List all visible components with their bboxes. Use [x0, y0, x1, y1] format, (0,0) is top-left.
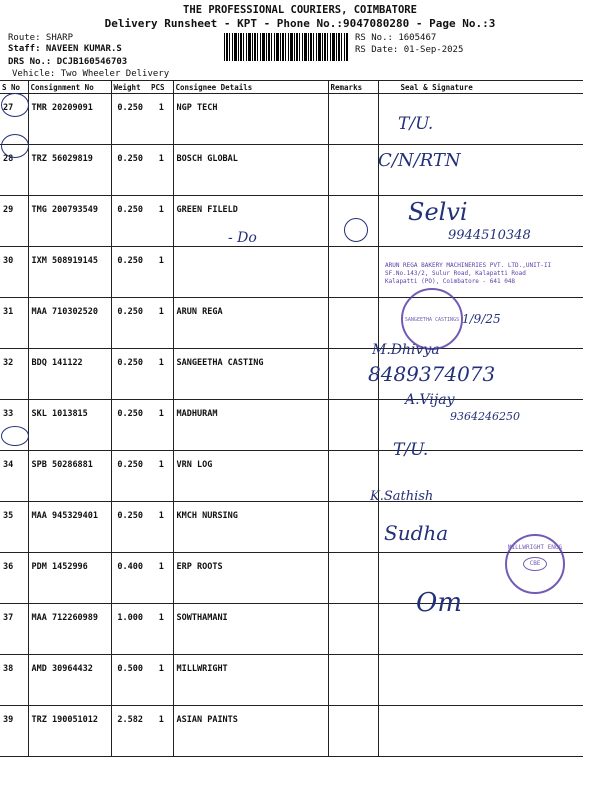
row-sno: 27: [0, 94, 28, 145]
row-consignee: MADHURAM: [173, 400, 328, 451]
stamp-line: SF.No.143/2, Sulur Road, Kalapatti Road: [385, 270, 526, 277]
staff-label: Staff: NAVEEN KUMAR.S: [8, 44, 122, 54]
row-pcs: 1: [149, 400, 173, 451]
vehicle-label: Vehicle: Two Wheeler Delivery: [12, 69, 170, 79]
handwritten-signature: Om: [416, 588, 462, 618]
remark-circle-mark: [344, 218, 368, 242]
row-consignment: SPB 50286881: [28, 451, 111, 502]
table-row: [0, 94, 583, 145]
route-label: Route: SHARP: [8, 33, 74, 43]
col-header-consignee: Consignee Details: [173, 81, 328, 94]
row-consignment: MAA 945329401: [28, 502, 111, 553]
row-pcs: 1: [149, 655, 173, 706]
row-consignee: VRN LOG: [173, 451, 328, 502]
row-consignee: MILLWRIGHT: [173, 655, 328, 706]
round-seal-stamp: [401, 288, 463, 350]
row-consignee: SOWTHAMANI: [173, 604, 328, 655]
handwritten-tu: T/U.: [398, 114, 434, 134]
row-sno: 35: [0, 502, 28, 553]
row-pcs: 1: [149, 196, 173, 247]
table-row: [0, 349, 583, 400]
company-stamp: [385, 262, 585, 286]
row-sno: 33: [0, 400, 28, 451]
row-weight: 0.250: [111, 196, 149, 247]
stamp-line: Kalapatti (PO), Coimbatore - 641 048: [385, 278, 516, 285]
row-weight: 0.250: [111, 94, 149, 145]
sno-circle-mark: [1, 93, 29, 117]
row-sno: 34: [0, 451, 28, 502]
table-row: [0, 400, 583, 451]
row-pcs: 1: [149, 451, 173, 502]
row-pcs: 1: [149, 298, 173, 349]
company-name: THE PROFESSIONAL COURIERS, COIMBATORE: [183, 4, 417, 16]
col-header-remarks: Remarks: [328, 81, 378, 94]
handwritten-name: M.Dhivya: [372, 342, 440, 358]
col-header-sno: S No: [0, 81, 28, 94]
rs-date: RS Date: 01-Sep-2025: [355, 45, 464, 55]
row-pcs: 1: [149, 604, 173, 655]
table-row: [0, 655, 583, 706]
handwritten-phone: 9364246250: [450, 410, 520, 423]
row-signature: [378, 706, 583, 757]
table-row: [0, 553, 583, 604]
row-consignment: BDQ 141122: [28, 349, 111, 400]
handwritten-name: A.Vijay: [405, 392, 455, 408]
table-row: [0, 502, 583, 553]
row-consignment: SKL 1013815: [28, 400, 111, 451]
row-weight: 0.250: [111, 247, 149, 298]
row-remarks: [328, 604, 378, 655]
col-header-consignment: Consignment No: [28, 81, 111, 94]
col-header-weight: Weight: [111, 81, 149, 94]
barcode-image: [224, 33, 348, 61]
handwritten-ditto: - Do: [228, 230, 257, 246]
row-weight: 0.250: [111, 349, 149, 400]
row-weight: 0.250: [111, 451, 149, 502]
row-remarks: [328, 706, 378, 757]
row-sno: 28: [0, 145, 28, 196]
row-signature: [378, 604, 583, 655]
handwritten-phone: 9944510348: [448, 228, 531, 243]
stamp-line: ARUN REGA BAKERY MACHINERIES PVT. LTD.,UNIT-II: [385, 262, 552, 269]
handwritten-cn-rtn: C/N/RTN: [378, 150, 461, 171]
table-row: [0, 604, 583, 655]
row-pcs: 1: [149, 553, 173, 604]
row-consignment: IXM 508919145: [28, 247, 111, 298]
seal-text: SANGEETHA CASTINGS: [404, 317, 460, 323]
row-pcs: 1: [149, 145, 173, 196]
row-consignment: PDM 1452996: [28, 553, 111, 604]
handwritten-signature: Selvi: [408, 198, 468, 226]
row-remarks: [328, 247, 378, 298]
row-remarks: [328, 655, 378, 706]
row-remarks: [328, 553, 378, 604]
row-weight: 0.250: [111, 298, 149, 349]
table-row: [0, 145, 583, 196]
table-row: [0, 706, 583, 757]
row-consignee: ASIAN PAINTS: [173, 706, 328, 757]
row-consignment: TMG 200793549: [28, 196, 111, 247]
runsheet-title: Delivery Runsheet - KPT - Phone No.:9047080280 - Page No.:3: [104, 17, 496, 30]
row-weight: 2.582: [111, 706, 149, 757]
row-sno: 32: [0, 349, 28, 400]
row-weight: 0.500: [111, 655, 149, 706]
row-consignee: NGP TECH: [173, 94, 328, 145]
row-sno: 30: [0, 247, 28, 298]
row-pcs: 1: [149, 94, 173, 145]
row-consignment: TRZ 190051012: [28, 706, 111, 757]
row-remarks: [328, 145, 378, 196]
row-consignment: MAA 710302520: [28, 298, 111, 349]
row-weight: 0.250: [111, 400, 149, 451]
handwritten-phone: 8489374073: [368, 362, 496, 386]
row-remarks: [328, 502, 378, 553]
row-pcs: 1: [149, 706, 173, 757]
seal-inner-text: CBE: [523, 557, 547, 571]
sno-circle-mark: [1, 134, 29, 158]
table-header-row: [0, 81, 583, 94]
row-weight: 0.400: [111, 553, 149, 604]
row-sno: 37: [0, 604, 28, 655]
col-header-signature: Seal & Signature: [378, 81, 583, 94]
row-sno: 39: [0, 706, 28, 757]
row-consignee: GREEN FILELD: [173, 196, 328, 247]
row-weight: 0.250: [111, 502, 149, 553]
row-consignment: MAA 712260989: [28, 604, 111, 655]
row-consignee: KMCH NURSING: [173, 502, 328, 553]
row-consignee: SANGEETHA CASTING: [173, 349, 328, 400]
row-sno: 36: [0, 553, 28, 604]
row-signature: [378, 655, 583, 706]
rs-number: RS No.: 1605467: [355, 33, 437, 43]
row-weight: 1.000: [111, 604, 149, 655]
row-remarks: [328, 298, 378, 349]
row-pcs: 1: [149, 502, 173, 553]
round-seal-stamp: [505, 534, 565, 594]
seal-text: MILLWRIGHT ENGG: [507, 544, 563, 551]
row-consignee: [173, 247, 328, 298]
row-pcs: 1: [149, 349, 173, 400]
handwritten-date: 1/9/25: [462, 312, 501, 326]
row-consignee: ARUN REGA: [173, 298, 328, 349]
row-sno: 38: [0, 655, 28, 706]
row-sno: 31: [0, 298, 28, 349]
row-consignment: TRZ 56029819: [28, 145, 111, 196]
row-consignment: TMR 20209091: [28, 94, 111, 145]
col-header-pcs: PCS: [149, 81, 173, 94]
sno-circle-mark: [1, 426, 29, 446]
row-pcs: 1: [149, 247, 173, 298]
row-weight: 0.250: [111, 145, 149, 196]
row-remarks: [328, 400, 378, 451]
row-remarks: [328, 94, 378, 145]
drs-number: DRS No.: DCJB160546703: [8, 57, 128, 67]
row-consignee: ERP ROOTS: [173, 553, 328, 604]
handwritten-signature: Sudha: [384, 521, 449, 545]
row-consignment: AMD 30964432: [28, 655, 111, 706]
table-row: [0, 451, 583, 502]
handwritten-tu: T/U.: [393, 440, 429, 460]
row-consignee: BOSCH GLOBAL: [173, 145, 328, 196]
handwritten-name: K.Sathish: [370, 489, 434, 504]
row-sno: 29: [0, 196, 28, 247]
